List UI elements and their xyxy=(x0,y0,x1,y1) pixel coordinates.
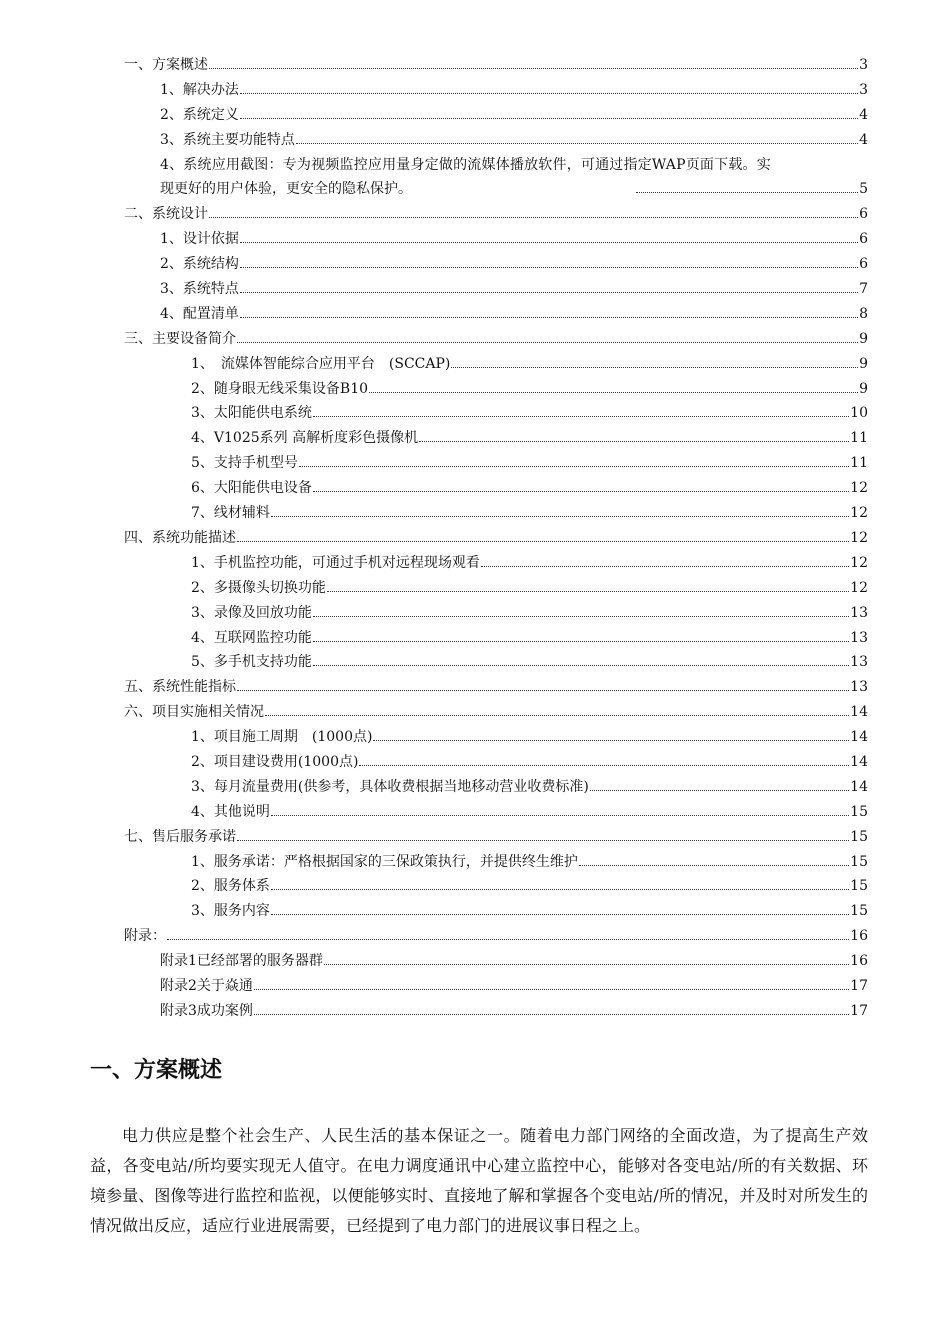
toc-entry-title: 1、 流媒体智能综合应用平台 (SCCAP) xyxy=(191,355,451,372)
toc-entry-title: 4、V1025系列 高解析度彩色摄像机 xyxy=(191,430,419,447)
toc-entry-title: 2、系统定义 xyxy=(160,106,239,123)
table-of-contents xyxy=(0,53,950,1024)
toc-page-number: 9 xyxy=(859,330,868,347)
dot-leader xyxy=(271,888,849,890)
toc-entry-title: 1、设计依据 xyxy=(160,231,239,248)
toc-page-number: 17 xyxy=(850,977,868,994)
toc-entry[interactable] xyxy=(160,252,868,277)
toc-entry[interactable] xyxy=(191,377,868,402)
toc-page-number: 12 xyxy=(850,480,868,497)
toc-entry[interactable] xyxy=(160,949,868,974)
toc-entry-title: 5、多手机支持功能 xyxy=(191,654,312,671)
toc-page-number: 16 xyxy=(850,928,868,945)
toc-entry-title: 3、系统特点 xyxy=(160,281,239,298)
dot-leader xyxy=(240,266,858,268)
toc-entry[interactable] xyxy=(191,899,868,924)
toc-entry[interactable] xyxy=(124,327,868,352)
dot-leader xyxy=(369,391,858,393)
dot-leader xyxy=(240,117,858,119)
toc-page-number: 8 xyxy=(859,305,868,322)
toc-page-number: 9 xyxy=(859,380,868,397)
toc-entry[interactable] xyxy=(191,401,868,426)
toc-page-number: 14 xyxy=(850,778,868,795)
toc-entry-title: 3、服务内容 xyxy=(191,903,270,920)
toc-page-number: 15 xyxy=(850,853,868,870)
toc-page-number: 15 xyxy=(850,878,868,895)
toc-entry[interactable] xyxy=(124,526,868,551)
dot-leader xyxy=(271,913,849,915)
dot-leader xyxy=(313,640,849,642)
toc-entry[interactable] xyxy=(191,601,868,626)
toc-entry-title: 1、项目施工周期 (1000点) xyxy=(191,729,373,746)
toc-entry[interactable] xyxy=(160,999,868,1024)
dot-leader xyxy=(209,67,858,69)
toc-entry-title: 3、录像及回放功能 xyxy=(191,604,312,621)
toc-entry[interactable] xyxy=(191,352,868,377)
dot-leader xyxy=(237,839,849,841)
toc-entry-title: 1、手机监控功能，可通过手机对远程现场观看 xyxy=(191,554,480,571)
toc-entry[interactable] xyxy=(191,476,868,501)
dot-leader xyxy=(313,415,849,417)
toc-entry[interactable] xyxy=(191,451,868,476)
toc-page-number: 15 xyxy=(850,828,868,845)
dot-leader xyxy=(209,216,858,218)
dot-leader xyxy=(313,615,849,617)
toc-page-number: 7 xyxy=(859,281,868,298)
dot-leader xyxy=(324,963,849,965)
toc-entry-title: 4、系统应用截图：专为视频监控应用量身定做的流媒体播放软件，可通过指定WAP页面下载。实 xyxy=(160,156,771,173)
dot-leader xyxy=(313,490,849,492)
toc-entry-title: 3、太阳能供电系统 xyxy=(191,405,312,422)
toc-entry-title: 四、系统功能描述 xyxy=(124,529,236,546)
toc-page-number: 17 xyxy=(850,1002,868,1019)
dot-leader xyxy=(481,565,849,567)
toc-entry[interactable] xyxy=(191,626,868,651)
toc-entry-title: 附录1已经部署的服务器群 xyxy=(160,953,323,970)
toc-entry[interactable] xyxy=(124,924,868,949)
dot-leader xyxy=(299,465,849,467)
toc-entry[interactable] xyxy=(191,750,868,775)
toc-entry[interactable] xyxy=(191,850,868,875)
toc-entry-title: 三、主要设备简介 xyxy=(124,330,236,347)
toc-page-number: 11 xyxy=(850,455,868,472)
toc-page-number: 13 xyxy=(850,679,868,696)
toc-page-number: 14 xyxy=(850,729,868,746)
dot-leader xyxy=(237,540,849,542)
toc-page-number: 3 xyxy=(859,81,868,98)
dot-leader xyxy=(240,92,858,94)
dot-leader xyxy=(579,864,849,866)
toc-entry-title: 4、互联网监控功能 xyxy=(191,629,312,646)
dot-leader xyxy=(359,764,849,766)
toc-entry-title: 附录2关于焱通 xyxy=(160,977,253,994)
toc-page-number: 6 xyxy=(859,206,868,223)
toc-page-number: 14 xyxy=(850,753,868,770)
toc-page-number: 12 xyxy=(850,505,868,522)
toc-page-number: 12 xyxy=(850,579,868,596)
toc-entry[interactable] xyxy=(124,700,868,725)
toc-entry[interactable] xyxy=(160,277,868,302)
dot-leader xyxy=(240,316,858,318)
toc-entry[interactable] xyxy=(124,53,868,78)
toc-page-number: 3 xyxy=(859,57,868,73)
toc-page-number: 9 xyxy=(859,355,868,372)
toc-entry[interactable] xyxy=(160,103,868,128)
toc-page-number: 14 xyxy=(850,704,868,721)
toc-entry-title: 五、系统性能指标 xyxy=(124,679,236,696)
section-heading: 一、方案概述 xyxy=(90,1058,223,1083)
toc-entry-title: 附录： xyxy=(124,928,166,945)
toc-entry[interactable] xyxy=(191,576,868,601)
toc-entry-title: 六、项目实施相关情况 xyxy=(124,704,264,721)
toc-entry-title: 附录3成功案例 xyxy=(160,1002,253,1019)
toc-page-number: 15 xyxy=(850,803,868,820)
body-paragraph: 电力供应是整个社会生产、人民生活的基本保证之一。随着电力部门网络的全面改造，为了提高生产效益，各变电站/所均要实现无人值守。在电力调度通讯中心建立监控中心，能够对各变电站/所的有关数据、环境参量、图像等进行监控和监视，以便能够实时、直接地了解和掌握各个变电站/所的情况，并及时对所发生的情况做出反应，适应行业进展需要，已经提到了电力部门的进展议事日程之上。 xyxy=(90,1126,868,1235)
toc-page-number: 12 xyxy=(850,529,868,546)
dot-leader xyxy=(296,142,858,144)
dot-leader xyxy=(313,664,849,666)
toc-entry[interactable] xyxy=(160,227,868,252)
dot-leader xyxy=(419,440,849,442)
toc-entry[interactable] xyxy=(124,202,868,227)
toc-page-number: 11 xyxy=(850,430,868,447)
toc-entry[interactable] xyxy=(160,302,868,327)
toc-entry-title: 2、系统结构 xyxy=(160,256,239,273)
toc-entry-title: 1、服务承诺：严格根据国家的三保政策执行，并提供终生维护 xyxy=(191,853,578,870)
toc-entry-title: 一、方案概述 xyxy=(124,57,208,73)
toc-page-number: 5 xyxy=(859,181,869,198)
toc-entry[interactable] xyxy=(124,675,868,700)
dot-leader xyxy=(327,590,849,592)
toc-entry[interactable] xyxy=(160,78,868,103)
dot-leader xyxy=(271,814,849,816)
toc-page-number: 16 xyxy=(850,953,868,970)
toc-entry[interactable] xyxy=(191,426,868,451)
toc-entry[interactable] xyxy=(160,153,868,203)
dot-leader xyxy=(254,988,849,990)
dot-leader xyxy=(237,689,849,691)
toc-entry-title: 4、其他说明 xyxy=(191,803,270,820)
dot-leader xyxy=(271,515,849,517)
toc-entry[interactable] xyxy=(191,874,868,899)
toc-entry-title: 7、线材辅料 xyxy=(191,505,270,522)
dot-leader xyxy=(451,366,858,368)
dot-leader xyxy=(265,714,849,716)
dot-leader xyxy=(590,789,849,791)
toc-page-number: 6 xyxy=(859,256,868,273)
toc-entry[interactable] xyxy=(191,800,868,825)
toc-entry[interactable] xyxy=(191,775,868,800)
toc-entry[interactable] xyxy=(160,974,868,999)
toc-page-number: 4 xyxy=(859,131,868,148)
toc-entry[interactable] xyxy=(124,825,868,850)
toc-entry-title: 5、支持手机型号 xyxy=(191,455,298,472)
dot-leader xyxy=(237,341,858,343)
toc-entry-title: 2、项目建设费用(1000点) xyxy=(191,753,359,770)
toc-entry-title: 二、系统设计 xyxy=(124,206,208,223)
dot-leader xyxy=(240,241,858,243)
dot-leader xyxy=(254,1013,849,1015)
toc-page-number: 10 xyxy=(850,405,868,422)
dot-leader xyxy=(373,739,849,741)
toc-entry[interactable] xyxy=(160,128,868,153)
toc-page-number: 13 xyxy=(850,654,868,671)
toc-page-number: 13 xyxy=(850,604,868,621)
toc-entry[interactable] xyxy=(191,650,868,675)
toc-entry-title: 2、随身眼无线采集设备B10 xyxy=(191,380,369,397)
toc-entry-title: 七、售后服务承诺 xyxy=(124,828,236,845)
toc-entry-title: 3、每月流量费用(供参考，具体收费根据当地移动营业收费标准) xyxy=(191,778,589,795)
toc-entry-title-cont: 现更好的用户体验，更安全的隐私保护。 xyxy=(160,181,412,198)
toc-page-number: 6 xyxy=(859,231,868,248)
toc-entry-title: 3、系统主要功能特点 xyxy=(160,131,295,148)
toc-entry-title: 1、解决办法 xyxy=(160,81,239,98)
toc-entry-title: 2、多摄像头切换功能 xyxy=(191,579,326,596)
toc-page-number: 4 xyxy=(859,106,868,123)
dot-leader xyxy=(240,291,858,293)
toc-entry-title: 4、配置清单 xyxy=(160,305,239,322)
toc-entry-title: 2、服务体系 xyxy=(191,878,270,895)
toc-page-number: 12 xyxy=(850,554,868,571)
dot-leader xyxy=(636,191,859,193)
toc-entry[interactable] xyxy=(191,725,868,750)
toc-page-number: 13 xyxy=(850,629,868,646)
toc-entry[interactable] xyxy=(191,501,868,526)
dot-leader xyxy=(167,938,849,940)
toc-page-number: 15 xyxy=(850,903,868,920)
toc-entry-title: 6、大阳能供电设备 xyxy=(191,480,312,497)
toc-entry[interactable] xyxy=(191,551,868,576)
